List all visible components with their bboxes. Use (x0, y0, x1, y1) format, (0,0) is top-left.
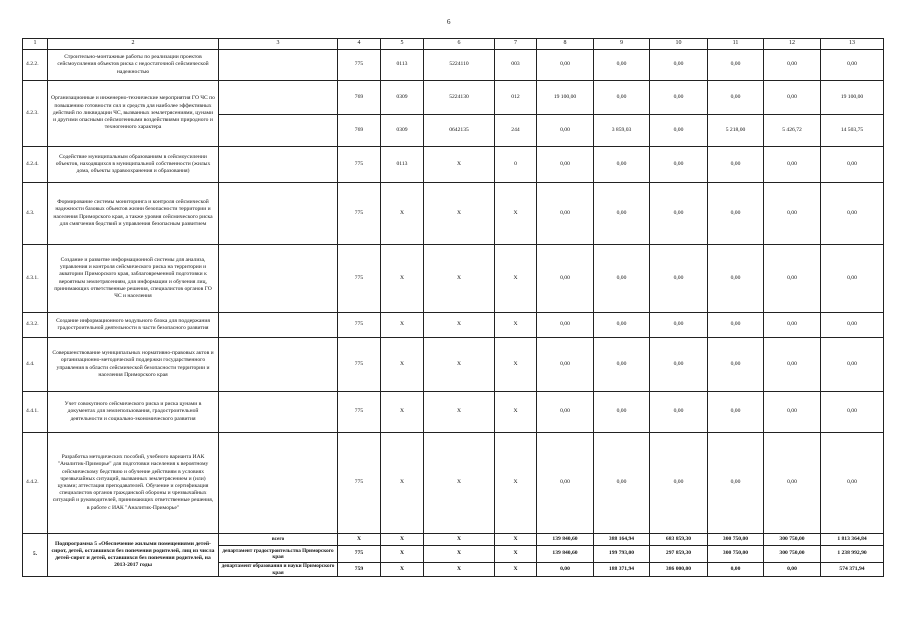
value-cell: 300 750,00 (708, 534, 764, 546)
value-cell: X (424, 546, 495, 563)
subprogram-number: 5. (23, 534, 48, 577)
row-number: 4.3.1. (23, 245, 48, 313)
value-cell: X (495, 392, 537, 433)
value-cell: X (424, 534, 495, 546)
value-cell: 775 (338, 546, 381, 563)
value-cell: 19 100,00 (821, 81, 884, 115)
value-cell: 0,00 (764, 183, 821, 245)
value-cell: 0,00 (708, 147, 764, 183)
executor-cell (219, 338, 338, 392)
value-cell: X (424, 245, 495, 313)
value-cell: 0,00 (537, 433, 594, 534)
budget-table (22, 38, 884, 577)
value-cell: 775 (338, 183, 381, 245)
value-cell: 0,00 (537, 313, 594, 338)
value-cell: 769 (338, 81, 381, 115)
value-cell: 759 (338, 563, 381, 577)
value-cell: 5224130 (424, 81, 495, 115)
column-number: 5 (381, 39, 424, 50)
value-cell: 0,00 (708, 563, 764, 577)
table-row (23, 313, 884, 338)
table-row (23, 81, 884, 115)
table-row (23, 245, 884, 313)
value-cell: 0,00 (821, 433, 884, 534)
row-number: 4.3. (23, 183, 48, 245)
executor-cell (219, 50, 338, 81)
value-cell: X (381, 245, 424, 313)
executor-cell (219, 245, 338, 313)
value-cell: 775 (338, 338, 381, 392)
table-row (23, 50, 884, 81)
value-cell: 0,00 (708, 433, 764, 534)
value-cell: 0,00 (650, 115, 708, 147)
value-cell: X (424, 147, 495, 183)
executor-cell (219, 147, 338, 183)
value-cell: 012 (495, 81, 537, 115)
value-cell: 139 840,60 (537, 534, 594, 546)
value-cell: 188 371,94 (594, 563, 650, 577)
value-cell: 775 (338, 433, 381, 534)
value-cell: 0,00 (537, 392, 594, 433)
value-cell: 199 793,00 (594, 546, 650, 563)
executor-cell: департамент образования и науки Приморского края (219, 563, 338, 577)
value-cell: 0,00 (650, 338, 708, 392)
executor-cell: департамент градостроительства Приморского края (219, 546, 338, 563)
executor-cell (219, 81, 338, 115)
column-number: 11 (708, 39, 764, 50)
row-number: 4.4.2. (23, 433, 48, 534)
value-cell: 0642135 (424, 115, 495, 147)
page-number: 6 (447, 18, 451, 26)
table-row (23, 433, 884, 534)
value-cell: 0,00 (821, 147, 884, 183)
value-cell: 0,00 (594, 313, 650, 338)
value-cell: 0,00 (594, 147, 650, 183)
value-cell: 0,00 (650, 313, 708, 338)
value-cell: 0,00 (594, 392, 650, 433)
value-cell: X (381, 392, 424, 433)
value-cell: 0,00 (594, 81, 650, 115)
column-number: 13 (821, 39, 884, 50)
executor-cell (219, 392, 338, 433)
value-cell: 0,00 (821, 183, 884, 245)
value-cell: 0,00 (708, 81, 764, 115)
row-number: 4.2.4. (23, 147, 48, 183)
value-cell: 0 (495, 147, 537, 183)
value-cell: 0,00 (537, 183, 594, 245)
value-cell: 0,00 (764, 563, 821, 577)
row-number: 4.4. (23, 338, 48, 392)
value-cell: 775 (338, 313, 381, 338)
value-cell: 0309 (381, 115, 424, 147)
value-cell: X (381, 563, 424, 577)
row-description: Содействие муниципальным образованиям в сейсмоусилении объектов, находящихся в муниципальной собственности (жилых дома, объекты здравоохранения и образования) (48, 147, 219, 183)
value-cell: 0,00 (594, 338, 650, 392)
value-cell: 5 426,72 (764, 115, 821, 147)
value-cell: 300 750,00 (708, 546, 764, 563)
column-number: 2 (48, 39, 219, 50)
row-number: 4.2.2. (23, 50, 48, 81)
value-cell: X (495, 313, 537, 338)
value-cell: 0,00 (764, 50, 821, 81)
value-cell: 775 (338, 50, 381, 81)
value-cell: 0,00 (764, 245, 821, 313)
value-cell: 0,00 (537, 115, 594, 147)
value-cell: X (424, 183, 495, 245)
value-cell: 0,00 (650, 392, 708, 433)
table-row (23, 338, 884, 392)
value-cell: X (424, 433, 495, 534)
value-cell: 775 (338, 392, 381, 433)
value-cell: 769 (338, 115, 381, 147)
row-description: Строительно-монтажные работы по реализации проектов сейсмоусиления объектов риска с недостаточной сейсмической надежностью (48, 50, 219, 81)
value-cell: 0,00 (650, 245, 708, 313)
value-cell: 775 (338, 245, 381, 313)
value-cell: X (495, 534, 537, 546)
value-cell: X (495, 433, 537, 534)
executor-cell (219, 115, 338, 147)
value-cell: X (381, 433, 424, 534)
executor-cell (219, 313, 338, 338)
value-cell: X (381, 546, 424, 563)
value-cell: 0,00 (708, 183, 764, 245)
value-cell: X (381, 313, 424, 338)
value-cell: 388 164,94 (594, 534, 650, 546)
value-cell: 0,00 (708, 50, 764, 81)
value-cell: 386 000,00 (650, 563, 708, 577)
value-cell: 300 750,00 (764, 546, 821, 563)
subprogram-row (23, 534, 884, 546)
value-cell: 0,00 (650, 433, 708, 534)
value-cell: 0113 (381, 147, 424, 183)
table-row (23, 392, 884, 433)
value-cell: 139 840,60 (537, 546, 594, 563)
executor-cell (219, 183, 338, 245)
column-number: 10 (650, 39, 708, 50)
column-number: 9 (594, 39, 650, 50)
value-cell: 0,00 (821, 338, 884, 392)
value-cell: 0,00 (821, 245, 884, 313)
value-cell: 14 503,75 (821, 115, 884, 147)
value-cell: X (495, 563, 537, 577)
value-cell: 5 218,00 (708, 115, 764, 147)
column-number-row (23, 39, 884, 50)
column-number: 7 (495, 39, 537, 50)
value-cell: 0,00 (650, 50, 708, 81)
value-cell: 0,00 (650, 147, 708, 183)
value-cell: X (424, 563, 495, 577)
value-cell: 19 100,00 (537, 81, 594, 115)
value-cell: 0,00 (821, 50, 884, 81)
value-cell: 0,00 (594, 433, 650, 534)
value-cell: 003 (495, 50, 537, 81)
row-description: Организационные и инженерно-технические мероприятия ГО ЧС по повышению готовности сил и средств для наиболее эффективных действий по ликвидации ЧС, вызванных землетрясениями, цунами и другими опасными сейсмогенными воздействиями природного и техногенного характера (48, 81, 219, 147)
value-cell: 0,00 (708, 313, 764, 338)
column-number: 8 (537, 39, 594, 50)
value-cell: 0,00 (650, 81, 708, 115)
value-cell: 0,00 (537, 338, 594, 392)
value-cell: X (495, 183, 537, 245)
value-cell: 0,00 (764, 81, 821, 115)
value-cell: 0,00 (537, 245, 594, 313)
value-cell: 0,00 (537, 147, 594, 183)
value-cell: 0,00 (537, 50, 594, 81)
value-cell: 0,00 (594, 245, 650, 313)
value-cell: 0,00 (821, 392, 884, 433)
value-cell: X (424, 313, 495, 338)
value-cell: 0,00 (821, 313, 884, 338)
column-number: 12 (764, 39, 821, 50)
value-cell: 683 859,30 (650, 534, 708, 546)
value-cell: X (338, 534, 381, 546)
value-cell: 574 371,94 (821, 563, 884, 577)
row-description: Совершенствование муниципальных нормативно-правовых актов и организационно-методической поддержки государственного управления в области сейсмической безопасности территории и населения Приморского края (48, 338, 219, 392)
value-cell: 244 (495, 115, 537, 147)
column-number: 4 (338, 39, 381, 50)
subprogram-title: Подпрограмма 5 «Обеспечение жилыми помещениями детей-сирот, детей, оставшихся без попечения родителей, лиц из числа детей-сирот и детей, оставшихся без попечения родителей, на 2013-2017 годы (48, 534, 219, 577)
value-cell: X (424, 338, 495, 392)
row-description: Создание информационного модульного блока для поддержания градостроительной деятельности в части безопасного развития (48, 313, 219, 338)
value-cell: 3 859,03 (594, 115, 650, 147)
value-cell: 1 813 364,84 (821, 534, 884, 546)
value-cell: X (381, 183, 424, 245)
value-cell: X (495, 245, 537, 313)
value-cell: 5224110 (424, 50, 495, 81)
table-row (23, 183, 884, 245)
row-number: 4.4.1. (23, 392, 48, 433)
value-cell: 0113 (381, 50, 424, 81)
value-cell: 775 (338, 147, 381, 183)
value-cell: 0309 (381, 81, 424, 115)
value-cell: X (495, 546, 537, 563)
value-cell: 1 238 992,90 (821, 546, 884, 563)
value-cell: 0,00 (764, 147, 821, 183)
row-description: Создание и развитие информационной системы для анализа, управления и контроля сейсмического риска на территории и акватории Приморского края, заблаговременной подготовки к вероятным землетрясениям, для информации и обучения лиц, принимающих ответственные решения, специалистов органов ГО ЧС и населения (48, 245, 219, 313)
value-cell: X (495, 338, 537, 392)
table-row (23, 147, 884, 183)
value-cell: 0,00 (708, 392, 764, 433)
value-cell: 0,00 (650, 183, 708, 245)
column-number: 1 (23, 39, 48, 50)
column-number: 6 (424, 39, 495, 50)
row-description: Разработка методических пособий, учебного варианта ИАК "Аналитик-Приморье" для подготовки населения к вероятному сейсмическому бедствию и обучение действиям в условиях чрезвычайных ситуаций, вызванных землетрясением и (или) цунами; аттестация преподавателей. Обучение и сертификация специалистов органов гражданской обороны и чрезвычайных ситуаций и руководителей, принимающих ответственные решения, в работе с ИАК "Аналитик-Приморье" (48, 433, 219, 534)
executor-cell (219, 433, 338, 534)
value-cell: X (381, 534, 424, 546)
value-cell: 0,00 (764, 392, 821, 433)
value-cell: X (424, 392, 495, 433)
row-number: 4.3.2. (23, 313, 48, 338)
value-cell: X (381, 338, 424, 392)
value-cell: 297 859,30 (650, 546, 708, 563)
value-cell: 0,00 (594, 50, 650, 81)
value-cell: 0,00 (764, 338, 821, 392)
value-cell: 0,00 (764, 313, 821, 338)
value-cell: 0,00 (708, 245, 764, 313)
row-description: Формирование системы мониторинга и контроля сейсмической надежности базовых объектов жизни безопасности территории и населения Приморского края, а также уровня сейсмического риска для смягчения бедствий и управления безопасным развитием (48, 183, 219, 245)
value-cell: 0,00 (764, 433, 821, 534)
value-cell: 300 750,00 (764, 534, 821, 546)
column-number: 3 (219, 39, 338, 50)
value-cell: 0,00 (537, 563, 594, 577)
row-number: 4.2.3. (23, 81, 48, 147)
value-cell: 0,00 (708, 338, 764, 392)
executor-cell: всего (219, 534, 338, 546)
value-cell: 0,00 (594, 183, 650, 245)
row-description: Учет совокупного сейсмического риска и риска цунами в документах для землепользования, градостроительной деятельности и социально-экономического развития (48, 392, 219, 433)
